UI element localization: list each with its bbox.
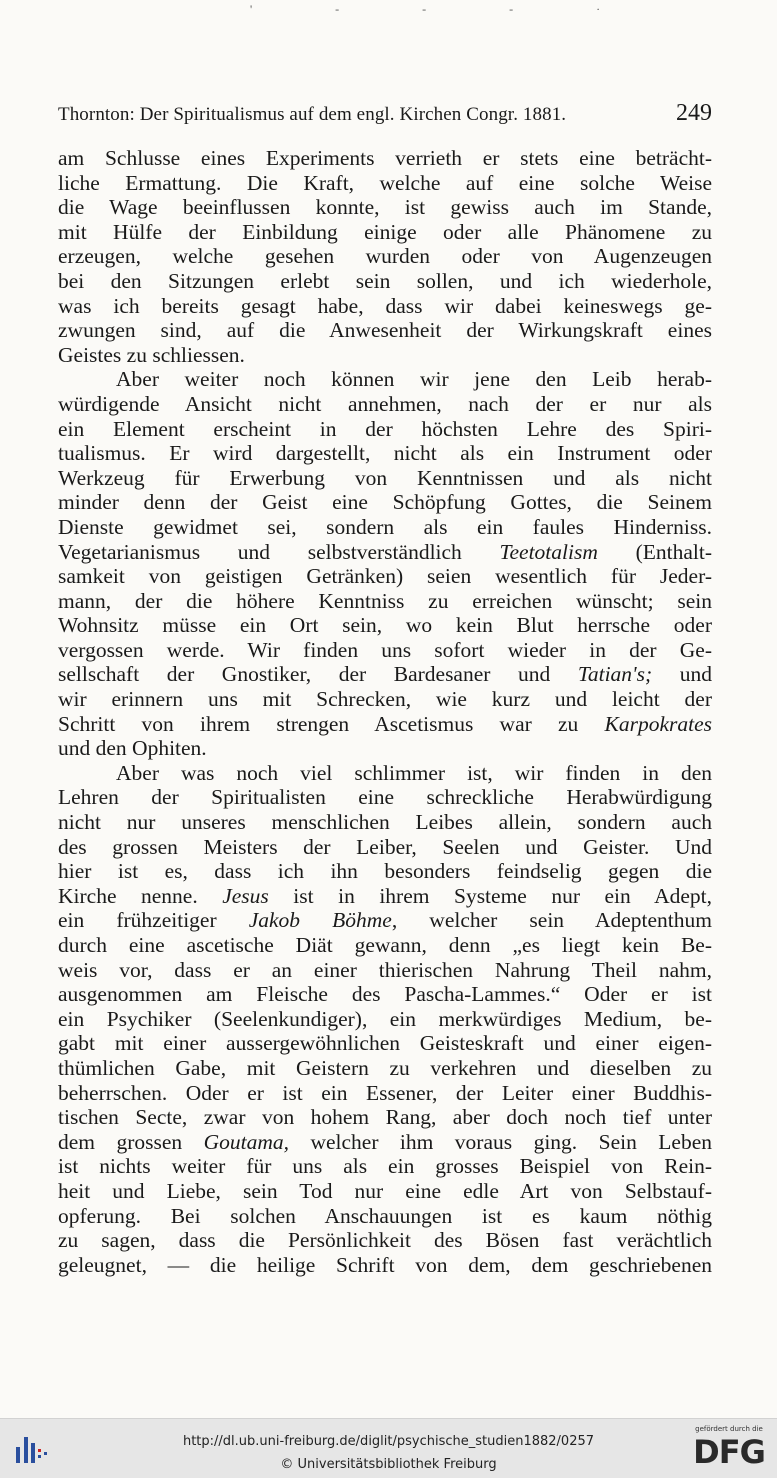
text-line [58,318,712,343]
text-line [58,613,712,638]
italic-term: Jesus [222,883,269,908]
text-line [58,638,712,663]
text-line [58,466,712,491]
dfg-logo-icon: DFG [693,1433,765,1471]
text-segment: gabt mit einer aussergewöhnlichen Geisteskraft und einer eigen- [58,1031,712,1056]
source-url-link[interactable]: http://dl.ub.uni-freiburg.de/diglit/psychische_studien1882/0257 [182,1434,595,1449]
text-segment: und den Ophiten. [58,736,207,761]
text-segment: , welcher sein Adeptenthum [391,908,712,933]
text-line [58,343,712,368]
text-segment: vergossen werde. Wir finden uns sofort wieder in der Ge- [58,637,712,662]
running-title: Thornton: Der Spiritualismus auf dem engl. Kirchen Congr. 1881. [58,104,567,125]
text-segment: die Wage beeinflussen konnte, ist gewiss auch im Stande, [58,195,712,220]
page-number: 249 [676,100,712,126]
text-segment: weis vor, dass er an einer thierischen Nahrung Theil nahm, [58,957,712,982]
scan-artifact-marks: ' - - - · [250,2,641,16]
text-segment: was ich bereits gesagt habe, dass wir dabei keineswegs ge- [58,293,712,318]
text-segment: Aber was noch viel schlimmer ist, wir finden in den [116,760,712,785]
text-line [58,195,712,220]
text-line [58,933,712,958]
text-segment: würdigende Ansicht nicht annehmen, nach der er nur als [58,391,712,416]
text-segment: samkeit von geistigen Getränken) seien wesentlich für Jeder- [58,564,712,589]
text-segment: bei den Sitzungen erlebt sein sollen, und ich wiederhole, [58,268,712,293]
text-line [58,958,712,983]
footer-bar [0,1418,777,1478]
text-segment: zu sagen, dass die Persönlichkeit des Bösen fast verächtlich [58,1228,712,1253]
text-line [58,515,712,540]
text-line [58,761,712,786]
text-line [58,1081,712,1106]
text-segment: zwungen sind, auf die Anwesenheit der Wirkungskraft eines [58,318,712,343]
text-segment: erzeugen, welche gesehen wurden oder von Augenzeugen [58,244,712,269]
text-segment: Vegetarianismus und selbstverständlich [58,539,500,564]
text-segment: ein Element erscheint in der höchsten Lehre des Spiri- [58,416,712,441]
text-segment: heit und Liebe, sein Tod nur eine edle Art von Selbstauf- [58,1178,712,1203]
text-line [58,367,712,392]
text-line [58,1228,712,1253]
text-line [58,392,712,417]
text-segment: Dienste gewidmet sei, sondern als ein faules Hinderniss. [58,514,712,539]
text-segment: Kirche nenne. [58,883,223,908]
dfg-funding-logo [693,1425,765,1473]
text-line [58,1031,712,1056]
text-line [58,244,712,269]
text-line [58,589,712,614]
text-line [58,908,712,933]
text-segment: ein Psychiker (Seelenkundiger), ein merkwürdiges Medium, be- [58,1006,712,1031]
text-line [58,1105,712,1130]
text-line [58,1179,712,1204]
text-line [58,417,712,442]
body-text [58,146,712,1277]
text-segment: durch eine ascetische Diät gewann, denn „es liegt kein Be- [58,933,712,957]
text-line [58,736,712,761]
text-segment: geleugnet, — die heilige Schrift von dem, dem geschriebenen [58,1252,712,1277]
text-segment: (Enthalt- [597,539,712,564]
text-segment: mit Hülfe der Einbildung einige oder alle Phänomene zu [58,219,712,244]
text-segment: Werkzeug für Erwerbung von Kenntnissen und als nicht [58,465,712,490]
text-segment: des grossen Meisters der Leiber, Seelen und Geister. Und [58,834,712,859]
text-line [58,884,712,909]
text-line [58,835,712,860]
text-line [58,712,712,737]
text-segment: Geistes zu schliessen. [58,342,245,367]
italic-term: Teetotalism [499,539,598,564]
text-line [58,785,712,810]
text-line [58,490,712,515]
dfg-funding-label: gefördert durch die [695,1425,763,1433]
italic-term: Goutama, [203,1129,289,1154]
text-line [58,564,712,589]
text-segment: am Schlusse eines Experiments verrieth er stets eine beträcht- [58,146,712,170]
text-segment: dem grossen [58,1129,204,1154]
text-segment: mann, der die höhere Kenntniss zu erreichen wünscht; sein [58,588,712,613]
text-segment: und [652,662,712,687]
text-line [58,1007,712,1032]
text-line [58,982,712,1007]
running-header [58,100,712,128]
text-segment: Aber weiter noch können wir jene den Leib herab- [116,367,712,392]
text-segment: sellschaft der Gnostiker, der Bardesaner und [58,662,578,687]
text-segment: wir erinnern uns mit Schrecken, wie kurz und leicht der [58,687,712,712]
text-line [58,540,712,565]
text-line [58,687,712,712]
copyright-notice: © Universitätsbibliothek Freiburg [280,1457,497,1472]
italic-term: Karpokrates [604,711,712,736]
text-segment: ist nichts weiter für uns als ein grosses Beispiel von Rein- [58,1154,712,1179]
text-segment: beherrschen. Oder er ist ein Essener, der Leiter einer Buddhis- [58,1080,712,1105]
text-segment: Schritt von ihrem strengen Ascetismus war zu [58,711,605,736]
text-segment: Lehren der Spiritualisten eine schreckliche Herabwürdigung [58,785,712,810]
text-line [58,859,712,884]
text-segment: welcher ihm voraus ging. Sein Leben [289,1129,712,1154]
text-line [58,1154,712,1179]
text-segment: ein frühzeitiger [58,908,249,933]
text-line [58,171,712,196]
text-line [58,294,712,319]
text-line [58,1130,712,1155]
text-segment: hier ist es, dass ich ihn besonders feindselig gegen die [58,859,712,884]
italic-term: Tatian's; [577,662,653,687]
text-line [58,146,712,171]
text-line [58,269,712,294]
text-line [58,1056,712,1081]
italic-term: Jakob Böhme [248,908,392,933]
text-line [58,441,712,466]
text-segment: nicht nur unseres menschlichen Leibes allein, sondern auch [58,810,712,835]
text-line [58,220,712,245]
text-segment: thümlichen Gabe, mit Geistern zu verkehren und dieselben zu [58,1055,712,1080]
text-line [58,1204,712,1229]
text-line [58,810,712,835]
text-segment: tualismus. Er wird dargestellt, nicht als ein Instrument oder [58,441,712,466]
text-segment: Wohnsitz müsse ein Ort sein, wo kein Blut herrsche oder [58,613,712,638]
text-line [58,1253,712,1278]
text-segment: tischen Secte, zwar von hohem Rang, aber doch noch tief unter [58,1105,712,1130]
text-line [58,662,712,687]
text-segment: ausgenommen am Fleische des Pascha-Lammes.“ Oder er ist [58,982,712,1007]
text-segment: opferung. Bei solchen Anschauungen ist es kaum nöthig [58,1203,712,1228]
text-segment: liche Ermattung. Die Kraft, welche auf eine solche Weise [58,170,712,195]
text-segment: ist in ihrem Systeme nur ein Adept, [268,883,712,908]
text-segment: minder denn der Geist eine Schöpfung Gottes, die Seinem [58,490,712,515]
